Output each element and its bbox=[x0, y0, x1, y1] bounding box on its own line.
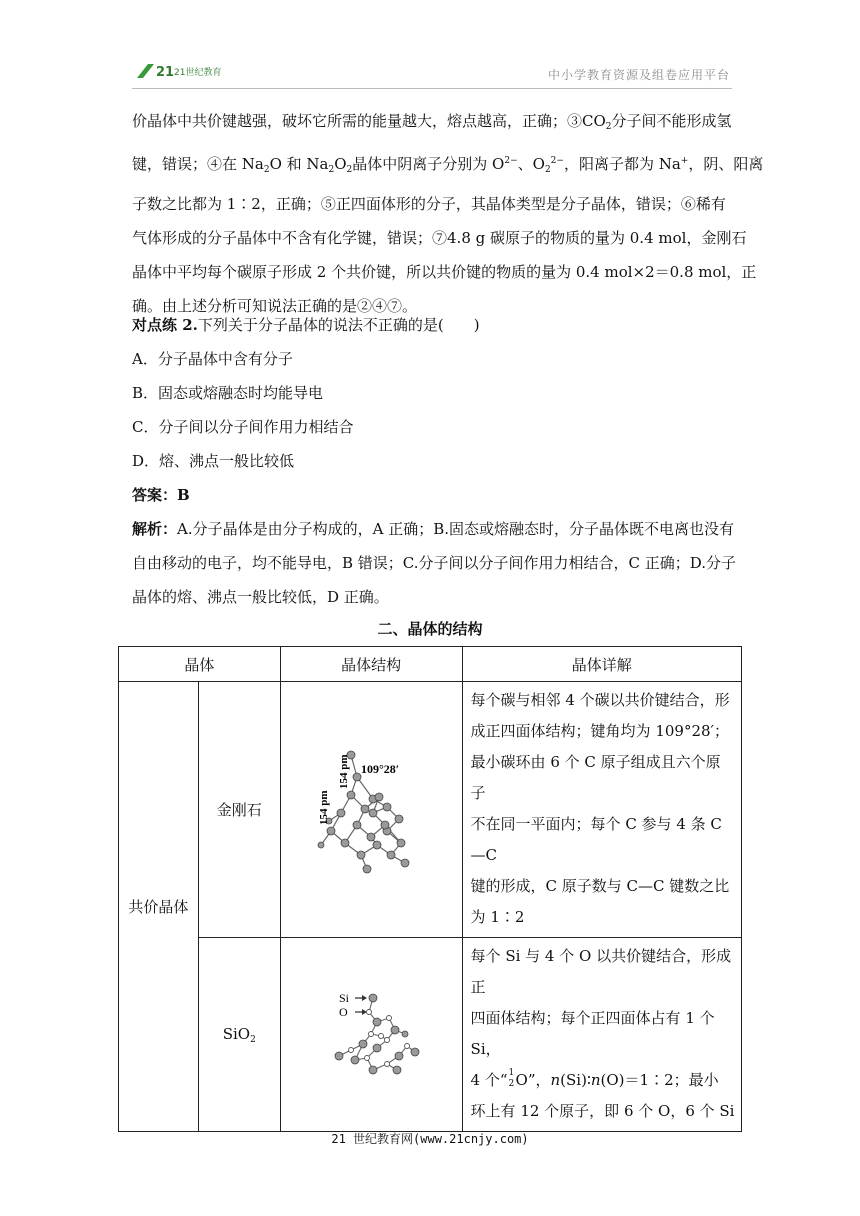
option-c: C．分子间以分子间作用力相结合 bbox=[132, 418, 354, 436]
option-b: B．固态或熔融态时均能导电 bbox=[132, 384, 324, 402]
svg-text:154 pm: 154 pm bbox=[338, 753, 351, 789]
crystal-name: SiO$_2$ bbox=[198, 938, 280, 1132]
svg-text:154 pm: 154 pm bbox=[318, 789, 331, 825]
section-title: 二、晶体的结构 bbox=[377, 620, 483, 638]
explanation: 解析：A.分子晶体是由分子构成的，A 正确；B.固态或熔融态时，分子晶体既不电离也没有 bbox=[132, 520, 735, 538]
svg-text:109°28′: 109°28′ bbox=[361, 761, 400, 776]
diamond-lattice-icon bbox=[301, 733, 441, 883]
logo-icon bbox=[134, 60, 226, 82]
group-covalent: 共价晶体 bbox=[119, 682, 199, 1132]
option-d: D．熔、沸点一般比较低 bbox=[132, 452, 295, 470]
sio2-structure-image bbox=[280, 938, 462, 1132]
svg-text:21: 21 bbox=[156, 65, 175, 80]
analysis-continued: 价晶体中共价键越强，破坏它所需的能量越大，熔点越高，正确；$③CO_2$分子间不能形成氢 键，错误；④在 $Na_2O$ 和 $Na_2O_2$晶体中阴离子分别为 $O^{2-}$、$O_2^{2-}$，阳离子都为 Na+，阴、阳离 子数之比都为 1∶2，正确；⑤正四面体形的分子，其晶体类型是分子晶体，错误；⑥稀有 气体形成的分子晶体中不含有化学键，错误；⑦4.8 g 碳原子的物质的量为 0.4 mol，金刚石 晶体中平均每个碳原子形成 2 个共价键，所以共价键的物质的量为 0.4 mol×2＝0.8 mol，正 确。由上述分析可知说法正确的是②④⑦。 bbox=[132, 112, 764, 315]
page-footer: 21 世纪教育网(www.21cnjy.com) bbox=[331, 1132, 529, 1146]
table-row-diamond bbox=[119, 682, 742, 938]
svg-text:21世纪教育: 21世纪教育 bbox=[174, 68, 222, 78]
exercise-block: 对点练 2.下列关于分子晶体的说法不正确的是( ) A．分子晶体中含有分子 B．固态或熔融态时均能导电 C．分子间以分子间作用力相结合 D．熔、沸点一般比较低 答案：B 解析：A.分子晶体是由分子构成的，A 正确；B.固态或熔融态时，分子晶体既不电离也没有 自由移动的电子，均不能导电，B 错误；C.分子间以分子间作用力相结合，C 正确；D.分子 晶体的熔、沸点一般比较低，D 正确。 bbox=[132, 308, 732, 614]
option-a: A．分子晶体中含有分子 bbox=[132, 350, 293, 368]
diamond-structure-image bbox=[280, 682, 462, 938]
diamond-detail: 每个碳与相邻 4 个碳以共价键结合，形 成正四面体结构；键角均为 109°28′； 最小碳环由 6 个 C 原子组成且六个原子 不在同一平面内；每个 C 参与 4 条 C—C 键的形成，C 原子数与 C—C 键数之比 为 1∶2 bbox=[462, 682, 741, 938]
header-structure: 晶体结构 bbox=[280, 647, 462, 682]
crystal-structure-table bbox=[118, 646, 742, 1132]
question: 对点练 2.下列关于分子晶体的说法不正确的是( ) bbox=[132, 316, 480, 334]
sio2-lattice-icon bbox=[311, 978, 431, 1088]
platform-name: 中小学教育资源及组卷应用平台 bbox=[547, 68, 730, 82]
svg-text:O: O bbox=[339, 1004, 348, 1019]
header-crystal: 晶体 bbox=[119, 647, 281, 682]
table-header-row bbox=[119, 647, 742, 682]
answer: 答案：B bbox=[132, 486, 190, 504]
crystal-name: 金刚石 bbox=[198, 682, 280, 938]
table-row-sio2 bbox=[119, 938, 742, 1132]
header-detail: 晶体详解 bbox=[462, 647, 741, 682]
svg-text:Si: Si bbox=[339, 990, 350, 1005]
page-header bbox=[132, 58, 732, 89]
sio2-detail: 每个 Si 与 4 个 O 以共价键结合，形成正 四面体结构；每个正四面体占有 1 个 Si， 4 个“ 1 2 O”，n(Si)∶n(O)＝1∶2；最小 环上有 12 个原子，即 6 个 O，6 个 Si bbox=[462, 938, 741, 1132]
